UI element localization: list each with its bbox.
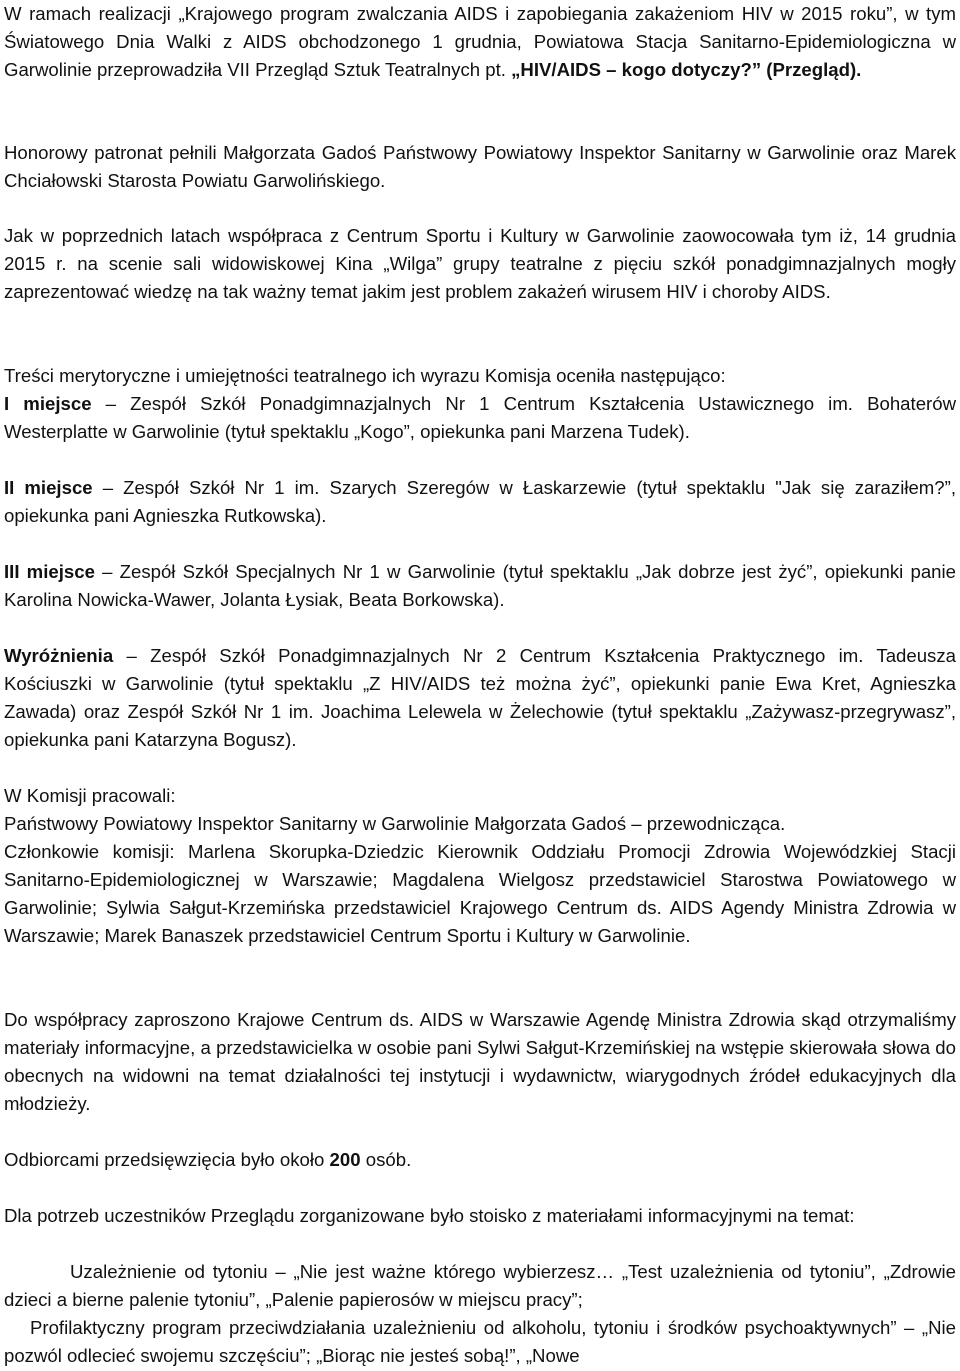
evaluation-paragraph <box>4 362 956 446</box>
second-place-label: II miejsce <box>4 477 93 498</box>
intro-paragraph <box>4 0 956 84</box>
audience-count: 200 <box>329 1149 361 1170</box>
audience-text-start: Odbiorcami przedsięwzięcia było około <box>4 1149 330 1170</box>
honorable-mentions-text: – Zespół Szkół Ponadgimnazjalnych Nr 2 Centrum Kształcenia Praktycznego im. Tadeusza Kościuszki w Garwolinie (tytuł spektaklu „Z HIV/AIDS też można żyć”, opiekunki panie Ewa Kret, Agnieszka Zawada) oraz Zespół Szkół Nr 1 im. Joachima Lelewela w Żelechowie (tytuł spektaklu „Zażywasz-przegrywasz”, opiekunka pani Katarzyna Bogusz). <box>4 645 956 750</box>
committee-members-paragraph: Członkowie komisji: Marlena Skorupka-Dziedzic Kierownik Oddziału Promocji Zdrowia Wojewódzkiej Stacji Sanitarno-Epidemiologicznej w Warszawie; Magdalena Wielgosz przedstawiciel Starostwa Powiatowego w Garwolinie; Sylwia Sałgut-Krzemińska przedstawiciel Krajowego Centrum ds. AIDS Agendy Ministra Zdrowia w Warszawie; Marek Banaszek przedstawiciel Centrum Sportu i Kultury w Garwolinie. <box>4 841 956 946</box>
third-place-label: III miejsce <box>4 561 95 582</box>
honorable-mentions-paragraph <box>4 642 956 754</box>
audience-paragraph <box>4 1146 956 1174</box>
second-place-text: – Zespół Szkół Nr 1 im. Szarych Szeregów w Łaskarzewie (tytuł spektaklu "Jak się zaraziłem?”, opiekunka pani Agnieszka Rutkowska). <box>4 477 956 526</box>
cooperation-paragraph: Jak w poprzednich latach współpraca z Centrum Sportu i Kultury w Garwolinie zaowocowała tym iż, 14 grudnia 2015 r. na scenie sali widowiskowej Kina „Wilga” grupy teatralne z pięciu szkół ponadgimnazjalnych mogły zaprezentować wiedzę na tak ważny temat jakim jest problem zakażeń wirusem HIV i choroby AIDS. <box>4 225 956 302</box>
first-place-label: I miejsce <box>4 393 92 414</box>
cooperation-materials-paragraph: Do współpracy zaproszono Krajowe Centrum ds. AIDS w Warszawie Agendę Ministra Zdrowia skąd otrzymaliśmy materiały informacyjne, a przedstawicielka w osobie pani Sylwi Sałgut-Krzemińskiej na wstępie skierowała słowa do obecnych na widowni na temat działalności tej instytucji i wydawnictw, wiarygodnych źródeł edukacyjnych dla młodzieży. <box>4 1009 956 1114</box>
event-title: „HIV/AIDS – kogo dotyczy?” (Przegląd). <box>511 59 862 80</box>
prevention-materials-text: Profilaktyczny program przeciwdziałania uzależnieniu od alkoholu, tytoniu i środków psychoaktywnych” – „Nie pozwól odlecieć swojemu szczęściu”; „Biorąc nie jesteś sobą!”, „Nowe <box>4 1317 956 1366</box>
stand-topic-prevention <box>4 1314 956 1370</box>
second-place-paragraph <box>4 474 956 530</box>
third-place-text: – Zespół Szkół Specjalnych Nr 1 w Garwolinie (tytuł spektaklu „Jak dobrze jest żyć”, opiekunki panie Karolina Nowicka-Wawer, Jolanta Łysiak, Beata Borkowska). <box>4 561 956 610</box>
stand-topic-tobacco <box>4 1258 956 1314</box>
honorable-mentions-label: Wyróżnienia <box>4 645 114 666</box>
audience-text-end: osób. <box>360 1149 412 1170</box>
committee-paragraph <box>4 782 956 838</box>
patronage-paragraph: Honorowy patronat pełnili Małgorzata Gadoś Państwowy Powiatowy Inspektor Sanitarny w Garwolinie oraz Marek Chciałowski Starosta Powiatu Garwolińskiego. <box>4 142 956 191</box>
first-place-text: – Zespół Szkół Ponadgimnazjalnych Nr 1 Centrum Kształcenia Ustawicznego im. Bohaterów Westerplatte w Garwolinie (tytuł spektaklu „Kogo”, opiekunka pani Marzena Tudek). <box>4 393 956 442</box>
evaluation-intro: Treści merytoryczne i umiejętności teatralnego ich wyrazu Komisja oceniła następująco: <box>4 365 726 386</box>
intro-text: W ramach realizacji „Krajowego program zwalczania AIDS i zapobiegania zakażeniom HIV w 2015 roku”, w tym Światowego Dnia Walki z AIDS obchodzonego 1 grudnia, Powiatowa Stacja Sanitarno-Epidemiologiczna w Garwolinie przeprowadziła VII Przegląd Sztuk Teatralnych pt. <box>4 3 956 80</box>
committee-heading: W Komisji pracowali: <box>4 785 176 806</box>
tobacco-materials-text: Uzależnienie od tytoniu – „Nie jest ważne którego wybierzesz… „Test uzależnienia od tytoniu”, „Zdrowie dzieci a bierne palenie tytoniu”, „Palenie papierosów w miejscu pracy”; <box>4 1261 956 1310</box>
third-place-paragraph <box>4 558 956 614</box>
stand-paragraph: Dla potrzeb uczestników Przeglądu zorganizowane było stoisko z materiałami informacyjnymi na temat: <box>4 1205 855 1226</box>
committee-chair: Państwowy Powiatowy Inspektor Sanitarny w Garwolinie Małgorzata Gadoś – przewodnicząca. <box>4 813 786 834</box>
